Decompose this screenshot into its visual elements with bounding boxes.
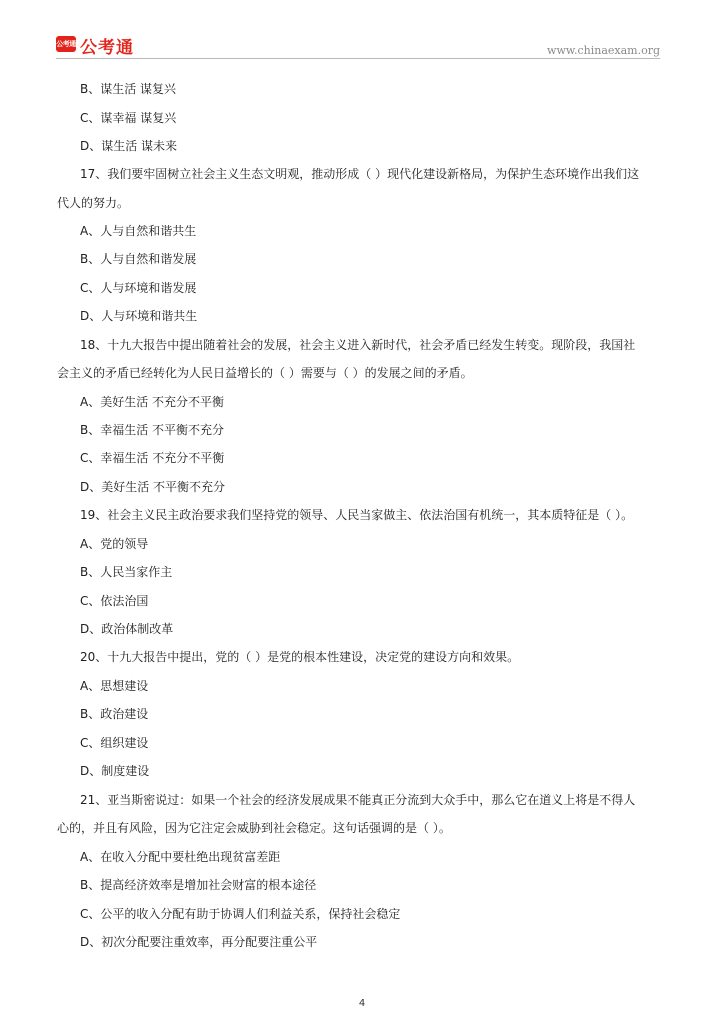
option-d: D、人与环境和谐共生 [80, 309, 198, 323]
site-url: www.chinaexam.org [547, 44, 660, 57]
question-19: 19、社会主义民主政治要求我们坚持党的领导、人民当家做主、依法治国有机统一，其本质特征是（ ）。 [80, 508, 634, 522]
option-d: D、初次分配要注重效率，再分配要注重公平 [80, 935, 318, 949]
option-c: C、依法治国 [80, 594, 149, 608]
page-header [0, 0, 724, 64]
option-a: A、人与自然和谐共生 [80, 224, 197, 238]
option-c: C、组织建设 [80, 736, 149, 750]
question-18-continued: 会主义的矛盾已经转化为人民日益增长的（ ）需要与（ ）的发展之间的矛盾。 [57, 366, 473, 380]
option-b: B、人民当家作主 [80, 565, 173, 579]
question-20: 20、十九大报告中提出，党的（ ）是党的根本性建设，决定党的建设方向和效果。 [80, 650, 520, 664]
option-d: D、政治体制改革 [80, 622, 174, 636]
question-17: 17、我们要牢固树立社会主义生态文明观，推动形成（ ）现代化建设新格局，为保护生态环境作出我们这 [80, 167, 640, 181]
question-18: 18、十九大报告中提出随着社会的发展，社会主义进入新时代，社会矛盾已经发生转变。现阶段，我国社 [80, 338, 636, 352]
header-divider [56, 58, 660, 59]
question-21: 21、亚当斯密说过：如果一个社会的经济发展成果不能真正分流到大众手中，那么它在道义上将是不得人 [80, 793, 636, 807]
option-a: A、思想建设 [80, 679, 149, 693]
option-d: D、谋生活 谋未来 [80, 139, 178, 153]
option-c: C、公平的收入分配有助于协调人们利益关系，保持社会稳定 [80, 907, 401, 921]
option-b: B、提高经济效率是增加社会财富的根本途径 [80, 878, 317, 892]
option-c: C、幸福生活 不充分不平衡 [80, 451, 225, 465]
option-b: B、谋生活 谋复兴 [80, 82, 177, 96]
page-number: 4 [358, 998, 366, 1009]
option-b: B、人与自然和谐发展 [80, 252, 197, 266]
option-a: A、党的领导 [80, 537, 149, 551]
option-b: B、幸福生活 不平衡不充分 [80, 423, 225, 437]
option-b: B、政治建设 [80, 707, 149, 721]
option-d: D、制度建设 [80, 764, 150, 778]
logo-badge: 公考通 [56, 36, 76, 52]
option-c: C、人与环境和谐发展 [80, 281, 197, 295]
option-a: A、在收入分配中要杜绝出现贫富差距 [80, 850, 281, 864]
question-21-continued: 心的，并且有风险，因为它注定会威胁到社会稳定。这句话强调的是（ ）。 [57, 821, 451, 835]
logo-text: 公考通 [80, 38, 134, 58]
question-17-continued: 代人的努力。 [57, 196, 130, 210]
option-d: D、美好生活 不平衡不充分 [80, 480, 226, 494]
option-a: A、美好生活 不充分不平衡 [80, 395, 225, 409]
option-c: C、谋幸福 谋复兴 [80, 111, 177, 125]
